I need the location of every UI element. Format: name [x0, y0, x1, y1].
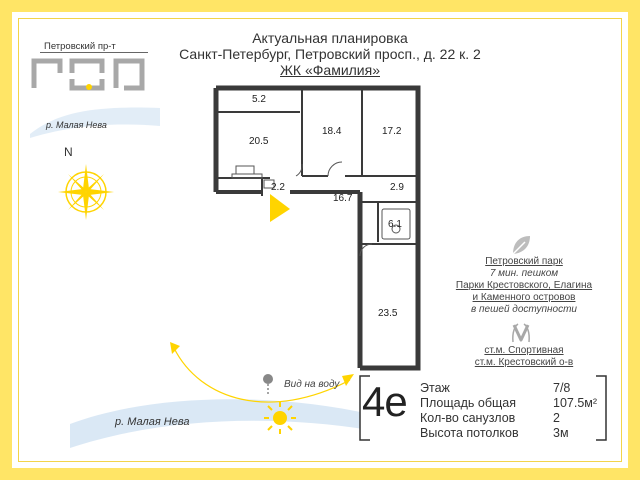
leaf-icon — [510, 234, 532, 256]
building-logo — [30, 56, 146, 92]
room-area-label: 2.2 — [271, 182, 285, 193]
info-row-area — [420, 396, 605, 411]
info-value: 7/8 — [553, 381, 571, 395]
info-label: Этаж — [420, 381, 450, 395]
metro-info — [434, 345, 614, 369]
room-area-label: 2.9 — [390, 182, 404, 193]
info-value: 107.5м² — [553, 396, 598, 410]
info-value: 2 — [553, 411, 560, 425]
header — [160, 30, 500, 78]
info-label: Кол-во санузлов — [420, 411, 516, 425]
info-value: 3м — [553, 426, 569, 440]
page-title: Актуальная планировка — [252, 30, 408, 46]
parks-line-2[interactable]: и Каменного островов — [472, 292, 576, 303]
river-label-top: р. Малая Нева — [46, 120, 107, 130]
park-info — [434, 256, 614, 316]
room-area-label: 17.2 — [382, 126, 402, 137]
metro-station-2[interactable]: ст.м. Крестовский о-в — [474, 357, 574, 368]
info-row-bathrooms — [420, 411, 605, 426]
street-line — [40, 52, 148, 53]
metro-icon — [510, 322, 532, 344]
room-area-label: 18.4 — [322, 126, 342, 137]
park-walk-time: 7 мин. пешком — [489, 268, 559, 279]
room-area-label: 20.5 — [249, 136, 269, 147]
complex-link[interactable]: ЖК «Фамилия» — [280, 62, 380, 78]
room-area-label: 6.1 — [388, 219, 402, 230]
river-label-bottom: р. Малая Нева — [115, 416, 190, 428]
street-label: Петровский пр-т — [44, 41, 116, 52]
view-label: Вид на воду — [284, 379, 340, 390]
info-row-ceiling — [420, 426, 605, 441]
info-row-floor — [420, 381, 605, 396]
park-name[interactable]: Петровский парк — [485, 256, 563, 267]
room-area-label: 5.2 — [252, 94, 266, 105]
metro-station-1[interactable]: ст.м. Спортивная — [484, 345, 564, 356]
north-label: N — [64, 145, 73, 159]
sun-icon — [262, 400, 298, 436]
info-label: Площадь общая — [420, 396, 517, 410]
compass-icon — [54, 160, 118, 224]
info-label: Высота потолков — [420, 426, 519, 440]
room-area-label: 23.5 — [378, 308, 398, 319]
entrance-arrow-icon — [270, 194, 292, 224]
parks-line-1[interactable]: Парки Крестовского, Елагина — [455, 280, 593, 291]
parks-reach: в пешей доступности — [471, 304, 577, 315]
location-dot-icon — [86, 84, 92, 90]
apartment-code: 4е — [362, 378, 407, 425]
room-area-label: 16.7 — [333, 193, 353, 204]
address: Санкт-Петербург, Петровский просп., д. 22 к. 2 — [179, 46, 481, 62]
